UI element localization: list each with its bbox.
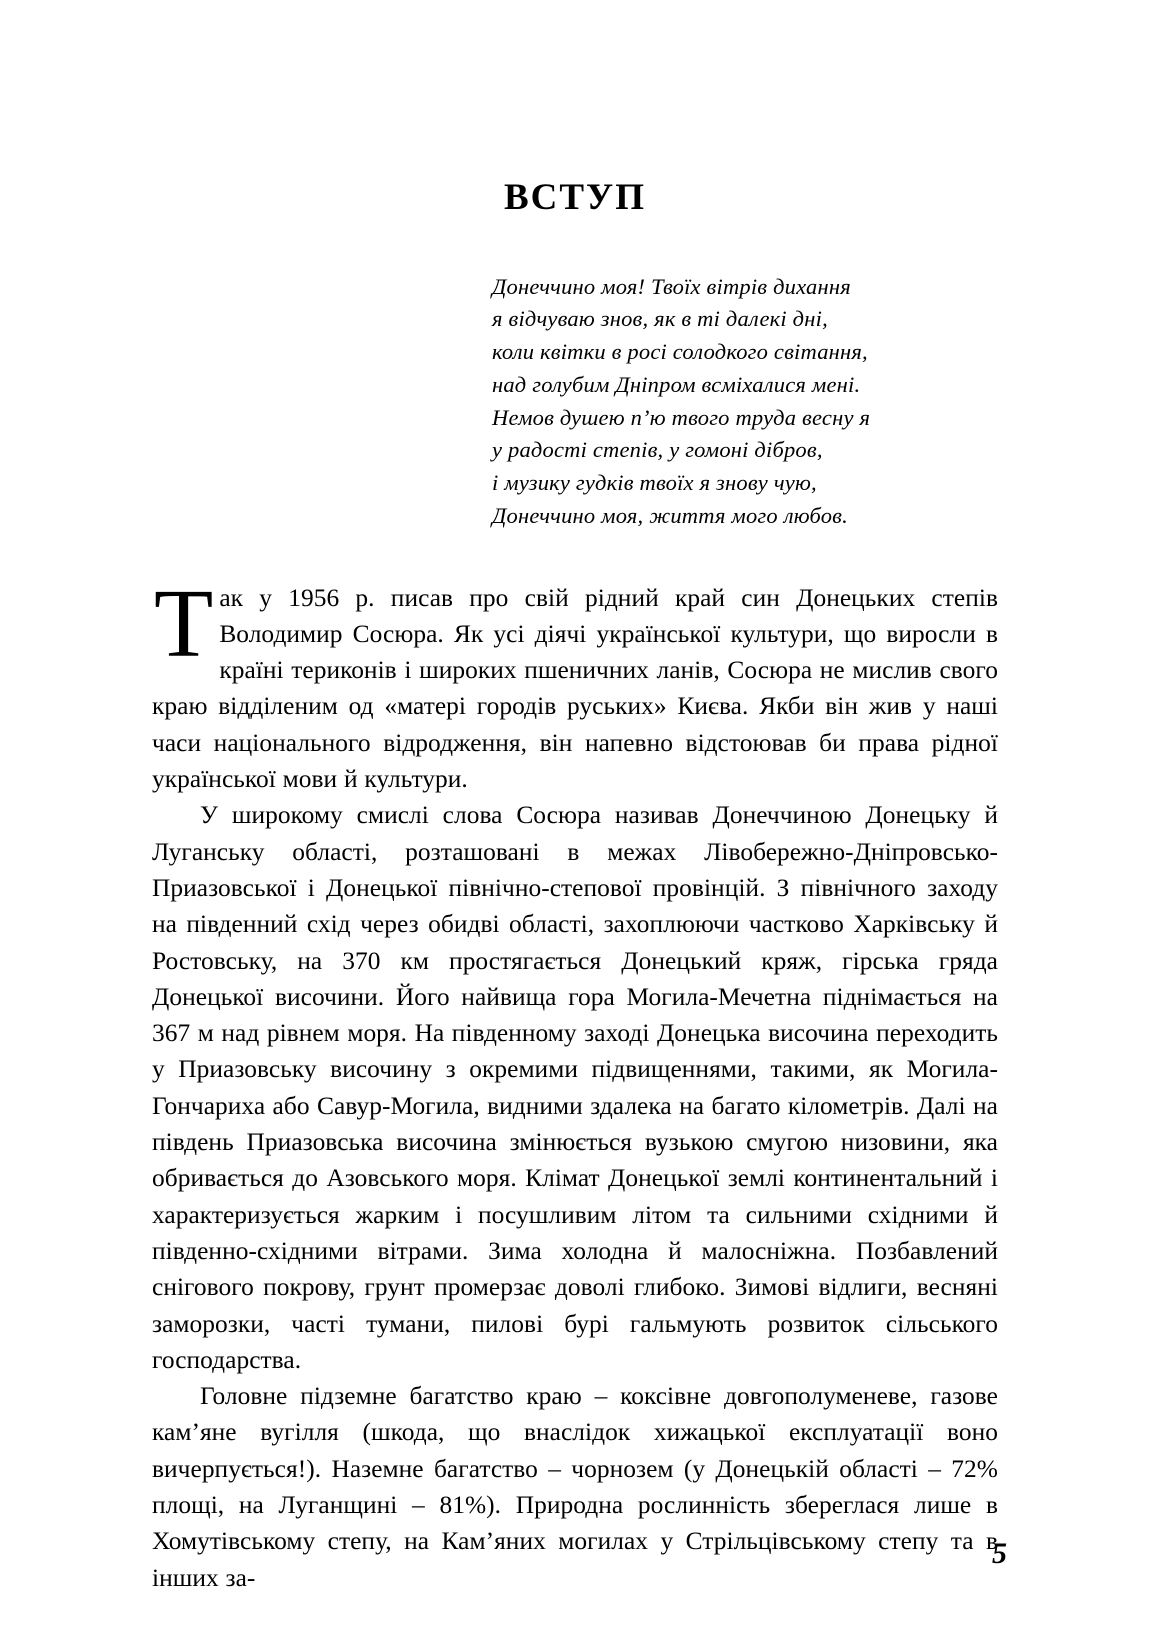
page-number: 5 [992,1537,1007,1570]
epigraph-line: у радості степів, у гомоні дібров, [492,437,823,463]
paragraph-resources: Головне підземне багатство краю – коксівне довгополуменеве, газове кам’яне вугілля (шкода, що внаслідок хижацької експлуатації воно вичерпується!). Наземне багатство – чорнозем (у Донецькій області – 72% площі, на Луганщині – 81%). Природна рослинність збереглася лише в Хомутівському степу, на Кам’яних могилах у Стрільцівському степу та в інших за- [152,1382,998,1592]
epigraph-line: над голубим Дніпром всміхалися мені. [492,371,861,397]
paragraph-opening [152,569,998,798]
epigraph-line: Немов душею п’ю твого труда весну я [492,404,871,430]
page-title: ВСТУП [503,177,646,218]
epigraph-line: коли квітки в росі солодкого світання, [492,339,868,365]
epigraph-line: Донеччино моя! Твоїх вітрів дихання [492,273,851,299]
drop-cap-letter: Т [154,569,214,677]
paragraph-text: ак у 1956 р. писав про свій рідний край син Донецьких степів Володимир Сосюра. Як усі діячі української культури, що виросли в країні териконів і широких пшеничних ланів, Сосюра не мислив свого краю відділеним од «матері городів руських» Києва. Якби він жив у наші часи національного відродження, він напевно відстоював би права рідної української мови й культури. [152,583,998,794]
body-text [152,533,998,1596]
epigraph-line: я відчуваю знов, як в ті далекі дні, [492,306,828,332]
epigraph-line: Донеччино моя, життя мого любов. [492,502,848,528]
epigraph-poem [152,219,998,533]
epigraph-line: і музику гудків твоїх я знову чую, [492,470,817,496]
paragraph-geography: У широкому смислі слова Сосюра називав Донеччиною Донецьку й Луганську області, розташовані в межах Лівобережно-Дніпровсько-Приазовської і Донецької північно-степової провінцій. З північного заходу на південний схід через обидві області, захоплюючи частково Харківську й Ростовську, на 370 км простягається Донецький кряж, гірська гряда Донецької височини. Його найвища гора Могила-Мечетна піднімається на 367 м над рівнем моря. На південному заході Донецька височина переходить у Приазовську височину з окремими підвищеннями, такими, як Могила-Гончариха або Савур-Могила, видними здалека на багато кілометрів. Далі на південь Приазовська височина змінюється вузькою смугою низовини, яка обривається до Азовського моря. Клімат Донецької землі континентальний і характеризується жарким і посушливим літом та сильними східними й південно-східними вітрами. Зима холодна й малосніжна. Позбавлений снігового покрову, грунт промерзає доволі глибоко. Зимові відлиги, весняні заморозки, часті тумани, пилові бурі гальмують розвиток сільського господарства. [152,801,998,1374]
page-content [152,0,998,1596]
